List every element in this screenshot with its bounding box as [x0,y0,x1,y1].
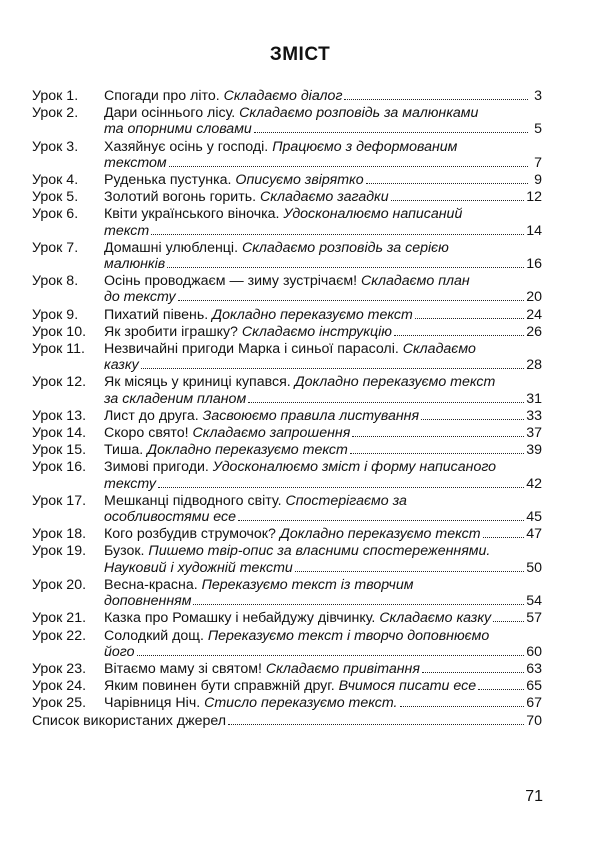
toc-page-number: 60 [526,643,542,660]
lesson-number: Урок 20. [32,576,87,593]
toc-entry [32,88,542,104]
toc-entry [32,374,542,406]
lesson-number: Урок 12. [32,374,87,391]
toc-line [104,509,542,525]
lesson-task: його [104,643,135,660]
lesson-task: Складаємо інструкцію [241,323,392,340]
lesson-topic: Пихатий півень. [104,306,213,323]
lesson-topic: Домашні улюбленці. [104,239,242,256]
toc-line [104,661,542,677]
toc-entry [32,459,542,491]
lesson-task: Спостерігаємо за [285,492,407,509]
lesson-title [104,341,476,357]
toc-line [104,425,542,441]
toc-line [104,628,542,644]
lesson-number: Урок 25. [32,695,87,712]
dot-leader [493,620,524,622]
toc-line [104,289,542,305]
toc-entry [32,341,542,373]
toc-entry [32,307,542,323]
lesson-title [104,509,236,525]
lesson-content [104,628,542,660]
lesson-title [104,289,176,305]
lesson-task: Удосконалюємо зміст і форму написаного [212,459,497,476]
lesson-topic: Як місяць у криниці купався. [104,374,295,391]
lesson-task: Докладно переказуємо текст [279,526,481,543]
lesson-title [104,357,139,373]
toc-page-number: 31 [526,390,542,407]
lesson-number: Урок 15. [32,442,87,459]
toc-line [104,223,542,239]
lesson-task: Складаємо запрошення [192,425,351,442]
toc-page-number: 67 [526,695,542,712]
toc-page-number: 65 [526,678,542,695]
dot-leader [421,418,524,420]
dot-leader [238,519,524,521]
toc-entry [32,408,542,424]
lesson-task: Складаємо казку [379,610,492,627]
toc-entry [32,172,542,188]
lesson-title [104,273,470,289]
lesson-number: Урок 11. [32,341,85,358]
lesson-task: Складаємо загадки [260,189,389,206]
lesson-content [104,408,542,424]
lesson-content [104,442,542,458]
dot-leader [478,688,524,690]
lesson-task: доповненням [104,593,192,610]
toc-line [104,105,542,121]
lesson-topic: Весна-красна. [104,576,202,593]
toc-line [104,493,542,509]
lesson-task: Удосконалюємо написаний [283,206,463,223]
toc-line [104,121,542,137]
lesson-title [104,493,407,509]
lesson-task: Складаємо розповідь за серією [241,239,449,256]
lesson-topic: Дари осіннього лісу. [104,105,240,122]
toc-entry [32,105,542,137]
lesson-title [104,155,167,171]
lesson-topic: Як зробити іграшку? [104,323,242,340]
lesson-content [104,341,542,373]
lesson-topic: Лист до друга. [104,407,203,424]
toc-line [104,695,542,711]
dot-leader [391,199,525,201]
lesson-content [104,459,542,491]
lesson-title [104,593,191,609]
lesson-number: Урок 24. [32,678,87,695]
lesson-title [104,476,156,492]
lesson-content [104,189,542,205]
toc-entry [32,324,542,340]
lesson-topic: Квіти українського віночка. [104,206,284,223]
lesson-title [104,324,392,340]
lesson-title [104,206,462,222]
lesson-task: до тексту [104,289,176,306]
lesson-content [104,374,542,406]
dot-leader [366,182,528,184]
toc-entry [32,628,542,660]
lesson-topic: Яким повинен бути справжній друг. [104,678,339,695]
toc-entry [32,678,542,694]
toc-entry [32,577,542,609]
lesson-topic: Мешканці підводного світу. [104,492,286,509]
toc-line [104,155,542,171]
dot-leader [248,401,524,403]
toc-page-number: 57 [526,610,542,627]
lesson-title [104,560,293,576]
dot-leader [415,317,524,319]
lesson-task: Докладно переказуємо текст [147,442,348,459]
lesson-title [104,189,389,205]
lesson-title [104,678,476,694]
lesson-title [104,442,348,458]
lesson-title [104,577,413,593]
lesson-task: Складаємо [402,341,476,358]
dot-leader [254,131,528,133]
dot-leader [178,299,525,301]
toc-line [104,459,542,475]
lesson-title [104,628,489,644]
toc-line [104,560,542,576]
lesson-content [104,493,542,525]
toc-page-number: 42 [526,475,542,492]
lesson-task: Вчимося писати есе [338,678,477,695]
toc-line [104,610,542,626]
toc-page-number: 47 [526,526,542,543]
lesson-topic: Осінь проводжаєм — зиму зустрічаєм! [104,273,362,290]
toc-line [104,577,542,593]
toc-entry [32,206,542,238]
toc-line [104,442,542,458]
toc-line [104,644,542,660]
lesson-topic: Тиша. [104,442,148,459]
toc-entry [32,661,542,677]
toc-line [104,391,542,407]
toc-page-number: 3 [534,88,542,104]
lesson-title [104,256,165,272]
lesson-topic: Кого розбудив струмочок? [104,526,280,543]
toc-page-number: 14 [526,222,542,239]
toc-page-number: 63 [526,660,542,677]
lesson-content [104,105,542,137]
lesson-task: текст [104,222,150,239]
dot-leader [422,671,524,673]
toc-page-number: 33 [526,407,542,424]
lesson-title [104,223,149,239]
lesson-number: Урок 1. [32,88,79,104]
lesson-title [104,172,364,188]
toc-page-number: 5 [534,121,542,138]
toc-line [104,678,542,694]
page-title: ЗМІСТ [269,44,331,65]
lesson-title [104,121,252,137]
lesson-title [104,408,419,424]
lesson-number: Урок 19. [32,543,87,560]
toc-page-number: 7 [534,154,542,171]
toc-line [104,357,542,373]
toc-line [104,324,542,340]
lesson-task: Засвоюємо правила листування [202,407,420,424]
lesson-topic: Солодкий дощ. [104,627,208,644]
lesson-topic: Казка про Ромашку і небайдужу дівчинку. [104,610,380,627]
lesson-content [104,139,542,171]
toc-line [104,543,542,559]
dot-leader [400,705,525,707]
lesson-content [104,695,542,711]
lesson-content [104,307,542,323]
dot-leader [350,452,524,454]
lesson-title [104,88,342,104]
toc-page-number: 9 [534,172,542,189]
lesson-task: Пишемо твір-опис за власними спостереженнями. [148,543,491,560]
lesson-number: Урок 21. [32,610,87,627]
lesson-number: Урок 9. [32,306,79,323]
toc-entry [32,139,542,171]
lesson-number: Урок 2. [32,105,79,122]
lesson-content [104,577,542,609]
lesson-content [104,678,542,694]
lesson-content [104,273,542,305]
toc-page-number: 24 [526,306,542,323]
toc-line [104,593,542,609]
dot-leader [137,654,525,656]
lesson-task: Складаємо розповідь за малюнками [239,105,479,122]
lesson-task: Описуємо звірятко [235,172,364,189]
toc-entry [32,442,542,458]
dot-leader [141,367,525,369]
dot-leader [158,486,524,488]
lesson-task: казку [104,357,139,374]
lesson-title [104,105,478,121]
toc-line [104,88,542,104]
lesson-task: Науковий і художній тексти [104,559,293,576]
lesson-topic: Скоро свято! [104,425,193,442]
dot-leader [483,536,525,538]
toc-line [104,256,542,272]
toc-page-number: 16 [526,256,542,273]
lesson-task: Складаємо план [361,273,470,290]
lesson-title [104,543,490,559]
lesson-number: Урок 22. [32,627,87,644]
dot-leader [167,266,524,268]
dot-leader [193,603,524,605]
lesson-number: Урок 13. [32,407,87,424]
dot-leader [169,165,528,167]
toc-line [104,139,542,155]
toc-page-number: 39 [526,442,542,459]
toc-page-number: 54 [526,593,542,610]
toc-page-number: 37 [526,425,542,442]
lesson-title [104,374,495,390]
toc-line [104,307,542,323]
lesson-task: Складаємо привітання [265,660,420,677]
lesson-content [104,324,542,340]
lesson-topic: Золотий вогонь горить. [104,189,260,206]
toc-entry [32,493,542,525]
lesson-task: Докладно переказуємо текст [294,374,496,391]
toc-line [104,206,542,222]
lesson-content [104,206,542,238]
page-number: 71 [525,788,543,805]
lesson-task: Переказуємо текст і творчо доповнюємо [207,627,490,644]
lesson-content [104,425,542,441]
toc-entry [32,273,542,305]
lesson-number: Урок 14. [32,425,87,442]
lesson-number: Урок 3. [32,138,79,155]
lesson-number: Урок 8. [32,273,79,290]
lesson-number: Урок 4. [32,172,79,189]
toc-line [104,172,542,188]
lesson-title [104,240,449,256]
lesson-content [104,526,542,542]
lesson-topic: Спогади про літо. [104,88,224,104]
toc-entry [32,425,542,441]
lesson-task: малюнків [104,256,166,273]
toc-entry [32,240,542,272]
toc-page-number: 50 [526,559,542,576]
lesson-task: Працюємо з деформованим [272,138,458,155]
toc-page-number: 20 [526,289,542,306]
lesson-topic: Хазяйнує осінь у господі. [104,138,273,155]
dot-leader [151,233,524,235]
toc-page-number: 12 [526,189,542,206]
toc-line [104,374,542,390]
lesson-title [104,695,398,711]
lesson-title [104,391,246,407]
toc-entry [32,526,542,542]
lesson-topic: Незвичайні пригоди Марка і синьої парасолі. [104,341,403,358]
lesson-number: Урок 5. [32,189,79,206]
toc-page-number: 70 [526,712,542,729]
lesson-task: Переказуємо текст із творчим [201,576,414,593]
lesson-number: Урок 18. [32,526,87,543]
toc-entry [32,695,542,711]
lesson-topic: Вітаємо маму зі святом! [104,660,266,677]
lesson-task: особливостями есе [104,509,237,526]
toc-line [104,189,542,205]
lesson-topic: Руденька пустунка. [104,172,236,189]
toc-line [104,341,542,357]
toc-page-number: 28 [526,357,542,374]
dot-leader [295,570,524,572]
toc-entry [32,543,542,575]
toc-entry [32,189,542,205]
lesson-number: Урок 16. [32,459,87,476]
lesson-topic: Бузок. [104,543,149,560]
lesson-number: Урок 10. [32,323,87,340]
lesson-task: Стисло переказуємо текст. [204,695,398,712]
lesson-task: та опорними словами [104,121,252,138]
lesson-task: Докладно переказуємо текст [212,306,413,323]
lesson-number: Урок 17. [32,492,87,509]
toc-line [104,408,542,424]
lesson-topic: Чарівниця Ніч. [104,695,205,712]
lesson-content [104,88,542,104]
lesson-title [104,139,457,155]
lesson-number: Урок 6. [32,206,79,223]
toc-line [32,713,542,729]
lesson-task: текстом [104,154,167,171]
lesson-content [104,172,542,188]
lesson-title [104,425,350,441]
dot-leader [352,435,524,437]
lesson-title [104,526,481,542]
lesson-title [104,307,413,323]
toc-line [104,476,542,492]
lesson-task: за складеним планом [104,390,247,407]
lesson-title [104,610,491,626]
lesson-topic: Зимові пригоди. [104,459,213,476]
dot-leader [344,98,528,100]
lesson-task: тексту [104,475,156,492]
toc-line [104,273,542,289]
lesson-content [104,610,542,626]
toc-page-number: 45 [526,509,542,526]
lesson-title [104,644,135,660]
toc-line [104,240,542,256]
lesson-number: Урок 7. [32,239,79,256]
lesson-task: Складаємо діалог [223,88,343,104]
dot-leader [394,334,524,336]
dot-leader [228,723,524,725]
toc-entry-sources [32,713,542,729]
toc-page-number: 26 [526,323,542,340]
toc-entry [32,610,542,626]
table-of-contents [32,88,542,730]
toc-line [104,526,542,542]
lesson-number: Урок 23. [32,660,87,677]
lesson-title [104,459,496,475]
lesson-content [104,543,542,575]
lesson-content [104,240,542,272]
lesson-title [104,661,420,677]
sources-label: Список використаних джерел [32,712,227,729]
lesson-content [104,661,542,677]
